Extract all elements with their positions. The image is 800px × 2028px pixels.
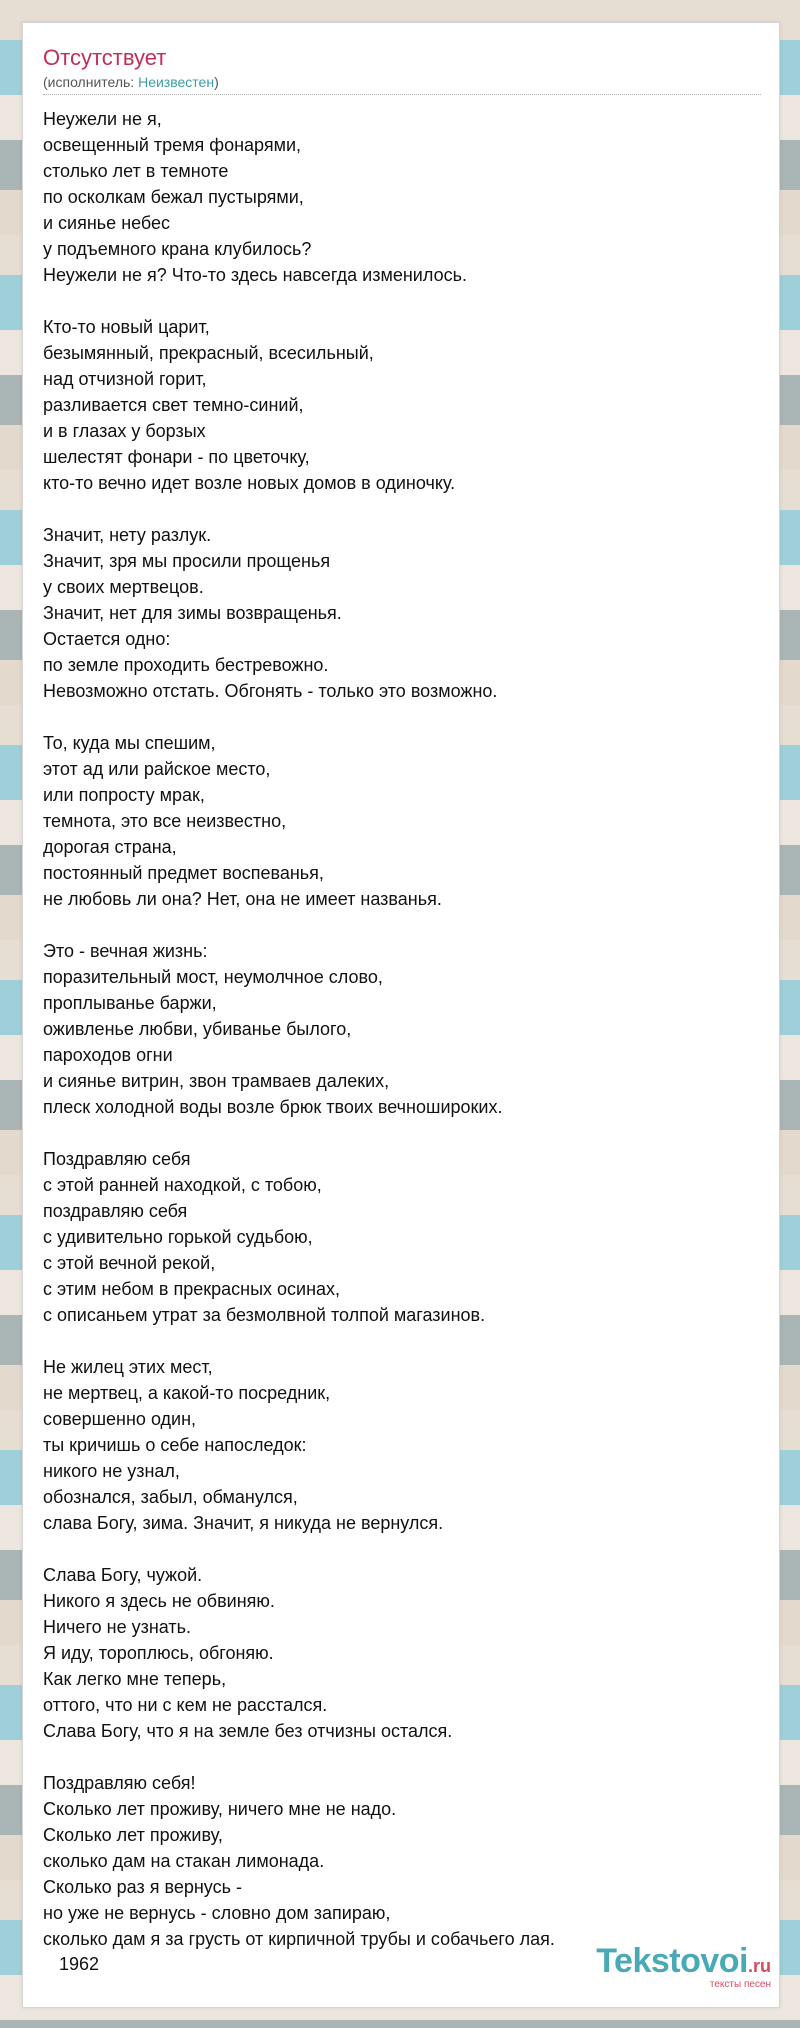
lyrics-card [22, 22, 780, 2008]
song-year: 1962 [59, 1954, 100, 1974]
lyrics-text: Неужели не я, освещенный тремя фонарями, столько лет в темноте по осколкам бежал пустырями, и сиянье небес у подъемного крана клубилось? Неужели не я? Что-то здесь навсегда изменилось. Кто-то новый царит, безымянный, прекрасный, всесильный, над отчизной горит, разливается свет темно-синий, и в глазах у борзых шелестят фонари - по цветочку, кто-то вечно идет возле новых домов в одиночку. Значит, нету разлук. Значит, зря мы просили прощенья у своих мертвецов. Значит, нет для зимы возвращенья. Остается одно: по земле проходить бестревожно. Невозможно отстать. Обгонять - только это возможно. То, куда мы спешим, этот ад или райское место, или попросту мрак, темнота, это все неизвестно, дорогая страна, постоянный предмет воспеванья, не любовь ли она? Нет, она не имеет названья. Это - вечная жизнь: поразительный мост, неумолчное слово, проплыванье баржи, оживленье любви, убиванье былого, пароходов огни и сиянье витрин, звон трамваев далеких, плеск холодной воды возле брюк твоих вечношироких. Поздравляю себя с этой ранней находкой, с тобою, поздравляю себя с удивительно горькой судьбою, с этой вечной рекой, с этим небом в прекрасных осинах, с описаньем утрат за безмолвной толпой магазинов. Не жилец этих мест, не мертвец, а какой-то посредник, совершенно один, ты кричишь о себе напоследок: никого не узнал, обознался, забыл, обманулся, слава Богу, зима. Значит, я никуда не вернулся. Слава Богу, чужой. Никого я здесь не обвиняю. Ничего не узнать. Я иду, тороплюсь, обгоняю. Как легко мне теперь, оттого, что ни с кем не расстался. Слава Богу, что я на земле без отчизны остался. Поздравляю себя! Сколько лет проживу, ничего мне не надо. Сколько лет проживу, сколько дам на стакан лимонада. Сколько раз я вернусь - но уже не вернусь - словно дом запираю, сколько дам я за грусть от кирпичной трубы и собачьего лая. [43, 109, 555, 1949]
logo-tagline: тексты песен [709, 1979, 771, 1990]
site-logo[interactable] [596, 1944, 771, 1990]
artist-line [43, 74, 761, 95]
logo-main-text: Tekstovoi [596, 1942, 748, 1980]
logo-suffix-text: .ru [747, 1956, 771, 1976]
artist-suffix: ) [214, 74, 219, 90]
song-title: Отсутствует [43, 45, 167, 70]
artist-prefix: (исполнитель: [43, 74, 135, 90]
artist-link[interactable]: Неизвестен [138, 74, 215, 90]
